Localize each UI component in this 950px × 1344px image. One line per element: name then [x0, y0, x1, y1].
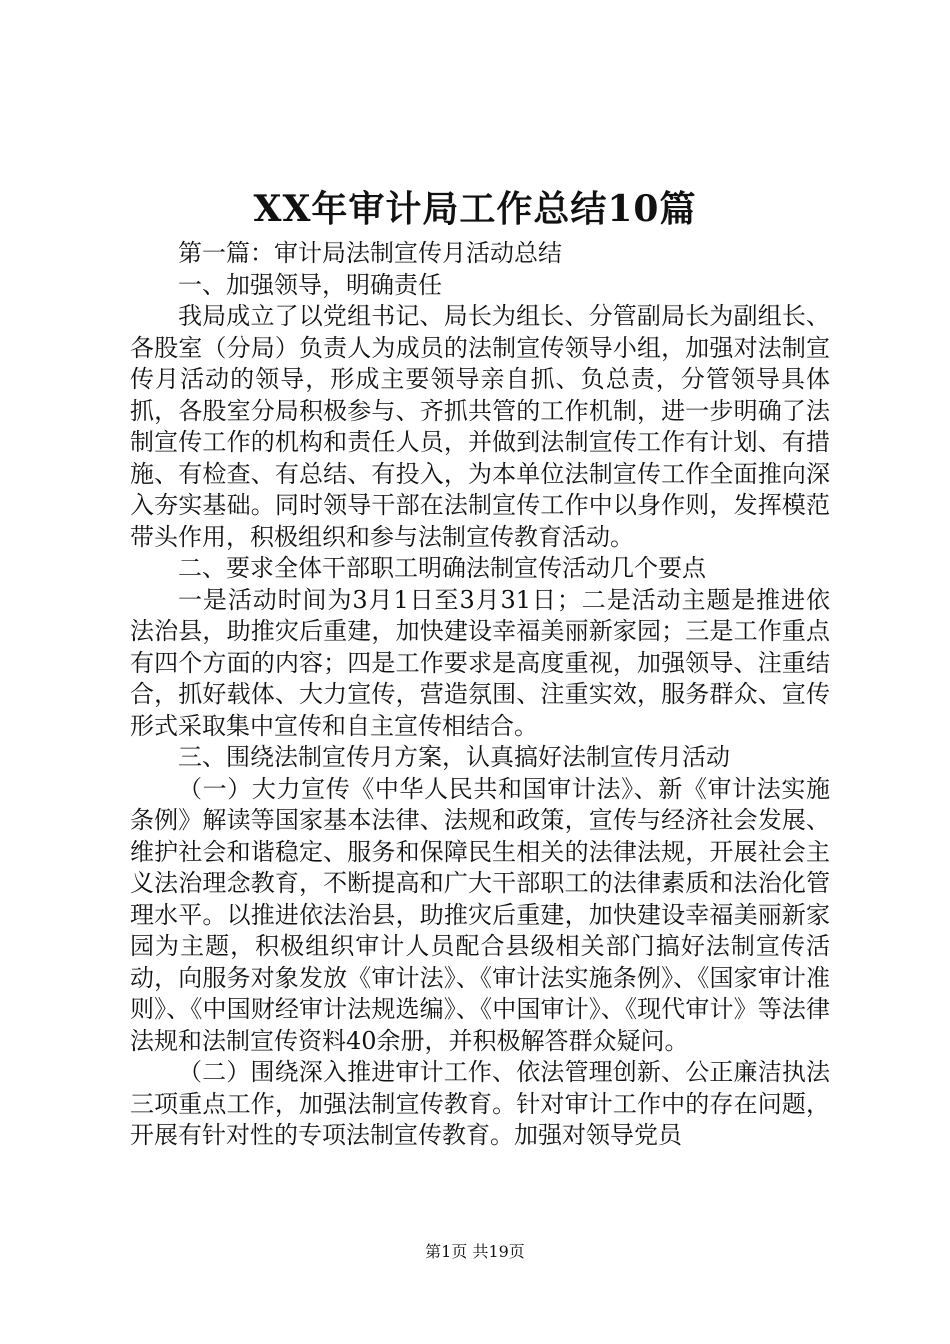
paragraph-text-4: （二）围绕深入推进审计工作、依法管理创新、公正廉洁执法三项重点工作，加强法制宣传教育。针对审计工作中的存在问题，开展有针对性的专项法制宣传教育。加强对领导党员 [130, 1058, 830, 1149]
paragraph-heading-2: 二、要求全体干部职工明确法制宣传活动几个要点 [178, 554, 706, 582]
paragraph-heading-3: 三、围绕法制宣传月方案，认真搞好法制宣传月活动 [178, 743, 730, 771]
paragraph-text-2: 一是活动时间为3月1日至3月31日；二是活动主题是推进依法治县，助推灾后重建，加快建设幸福美丽新家园；三是工作重点有四个方面的内容；四是工作要求是高度重视，加强领导、注重结合，抓好载体、大力宣传，营造氛围、注重实效，服务群众、宣传形式采取集中宣传和自主宣传相结合。 [130, 585, 830, 740]
paragraph-heading-1: 一、加强领导，明确责任 [178, 270, 442, 299]
document-body [130, 238, 830, 1152]
paragraph-text-3: （一）大力宣传《中华人民共和国审计法》、新《审计法实施条例》解读等国家基本法律、法规和政策，宣传与经济社会发展、维护社会和谐稳定、服务和保障民生相关的法律法规，开展社会主义法治理念教育，不断提高和广大干部职工的法律素质和法治化管理水平。以推进依法治县，助推灾后重建，加快建设幸福美丽新家园为主题，积极组织审计人员配合县级相关部门搞好法制宣传活动，向服务对象发放《审计法》、《审计法实施条例》、《国家审计准则》、《中国财经审计法规选编》、《中国审计》、《现代审计》等法律法规和法制宣传资料40余册，并积极解答群众疑问。 [130, 774, 830, 1055]
document-title: XX年审计局工作总结10篇 [253, 188, 697, 230]
page-number-footer: 第1页 共19页 [425, 1242, 525, 1261]
paragraph-section-heading: 第一篇：审计局法制宣传月活动总结 [178, 239, 562, 267]
paragraph-text-1: 我局成立了以党组书记、局长为组长、分管副局长为副组长、各股室（分局）负责人为成员的法制宣传领导小组，加强对法制宣传月活动的领导，形成主要领导亲自抓、负总责，分管领导具体抓，各股室分局积极参与、齐抓共管的工作机制，进一步明确了法制宣传工作的机构和责任人员，并做到法制宣传工作有计划、有措施、有检查、有总结、有投入，为本单位法制宣传工作全面推向深入夯实基础。同时领导干部在法制宣传工作中以身作则，发挥模范带头作用，积极组织和参与法制宣传教育活动。 [130, 302, 830, 551]
